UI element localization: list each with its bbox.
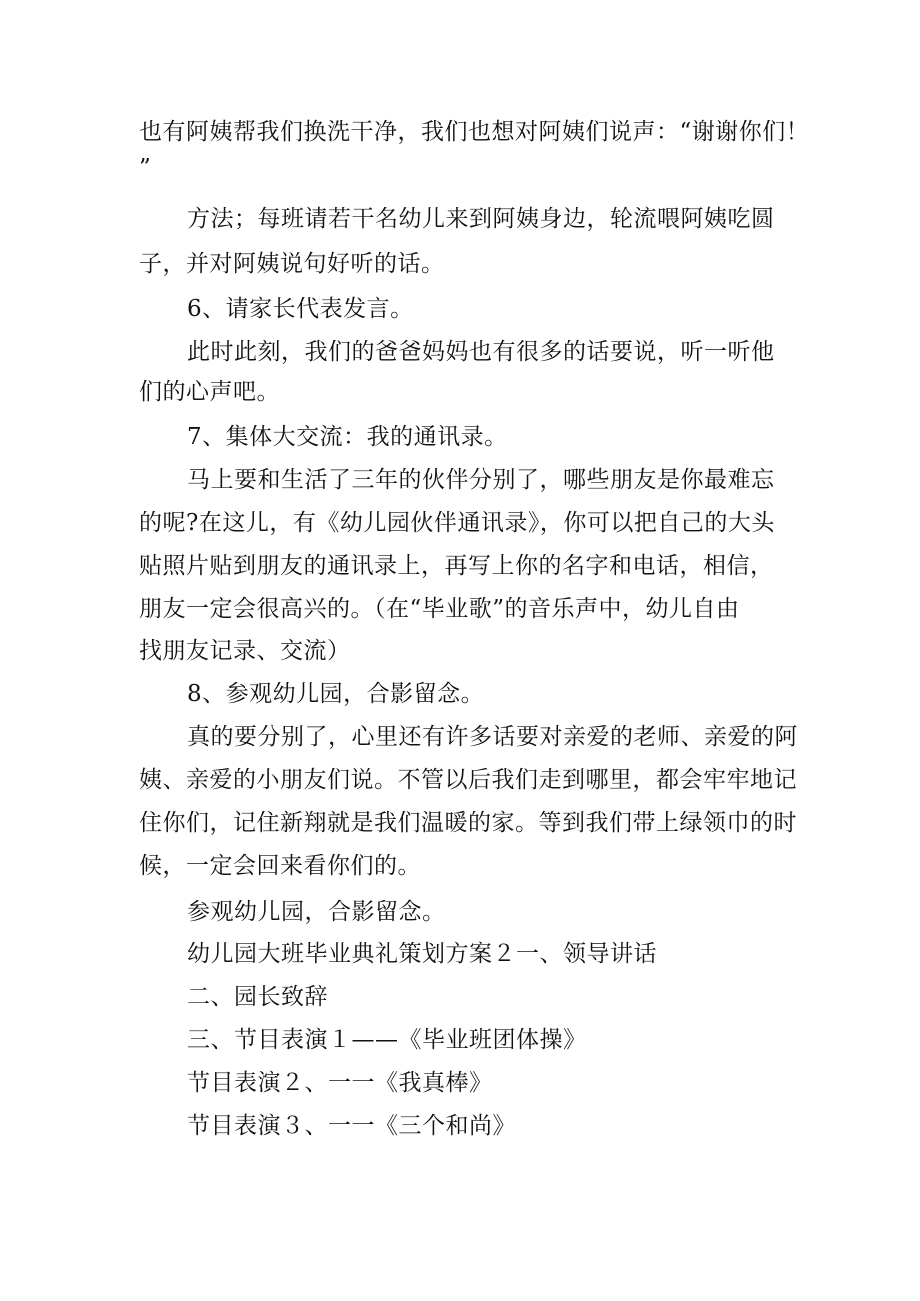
text-line-3: 方法；每班请若干名幼儿来到阿姨身边，轮流喂阿姨吃圆 [187, 206, 775, 232]
text-line-13: 找朋友记录、交流） [139, 638, 351, 664]
text-line-19: 参观幼儿园，合影留念。 [187, 899, 446, 925]
text-line-1: 也有阿姨帮我们换洗干净，我们也想对阿姨们说声：“谢谢你们！ [139, 119, 810, 145]
text-line-7: 们的心声吧。 [139, 379, 280, 405]
text-line-9: 马上要和生活了三年的伙伴分别了，哪些朋友是你最难忘 [187, 467, 775, 493]
text-line-23: 节目表演２、一一《我真棒》 [187, 1070, 493, 1096]
text-line-6: 此时此刻，我们的爸爸妈妈也有很多的话要说，听一听他 [187, 339, 775, 365]
text-line-11: 贴照片贴到朋友的通讯录上，再写上你的名字和电话，相信， [139, 553, 774, 579]
text-line-4: 子，并对阿姨说句好听的话。 [139, 251, 445, 277]
text-line-8: 7、集体大交流：我的通讯录。 [187, 424, 508, 450]
text-line-18: 候，一定会回来看你们的。 [139, 853, 421, 879]
text-line-16: 姨、亲爱的小朋友们说。不管以后我们走到哪里，都会牢牢地记 [139, 767, 797, 793]
text-line-12: 朋友一定会很高兴的。（在“毕业歌”的音乐声中，幼儿自由 [139, 596, 740, 622]
text-line-10: 的呢?在这儿，有《幼儿园伙伴通讯录》，你可以把自己的大头 [139, 510, 775, 536]
text-line-17: 住你们，记住新翔就是我们温暖的家。等到我们带上绿领巾的时 [139, 810, 797, 836]
text-line-20: 幼儿园大班毕业典礼策划方案２一、领导讲话 [187, 941, 657, 967]
text-line-14: 8、参观幼儿园，合影留念。 [187, 681, 485, 707]
text-line-22: 三、节目表演１——《毕业班团体操》 [187, 1027, 587, 1053]
text-line-5: 6、请家长代表发言。 [187, 296, 414, 322]
text-line-24: 节目表演３、一一《三个和尚》 [187, 1113, 516, 1139]
text-line-21: 二、园长致辞 [187, 984, 328, 1010]
text-line-15: 真的要分别了，心里还有许多话要对亲爱的老师、亲爱的阿 [187, 724, 798, 750]
text-line-2: ” [139, 155, 152, 181]
